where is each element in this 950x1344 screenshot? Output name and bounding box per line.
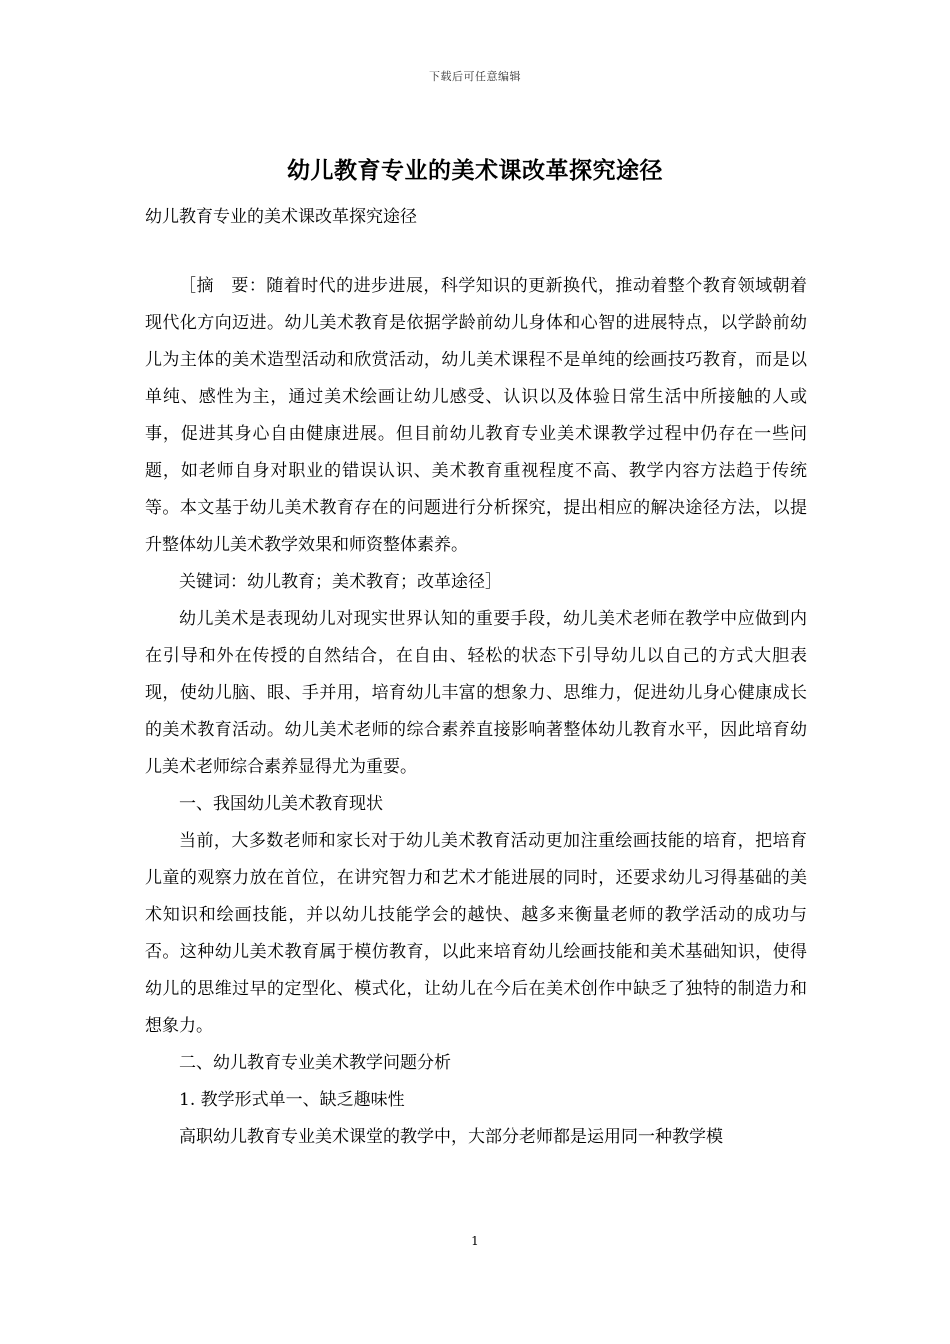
subsection-1-paragraph: 高职幼儿教育专业美术课堂的教学中，大部分老师都是运用同一种教学模 <box>179 1127 723 1147</box>
section-heading-1: 一、我国幼儿美术教育现状 <box>179 794 383 814</box>
document-body <box>145 268 807 1156</box>
keywords-paragraph: 关键词：幼儿教育；美术教育；改革途径］ <box>179 572 502 592</box>
document-title: 幼儿教育专业的美术课改革探究途径 <box>287 157 663 184</box>
abstract-paragraph: ［摘 要：随着时代的进步进展，科学知识的更新换代，推动着整个教育领域朝着现代化方向迈进。幼儿美术教育是依据学龄前幼儿身体和心智的进展特点，以学龄前幼儿为主体的美术造型活动和欣赏活动，幼儿美术课程不是单纯的绘画技巧教育，而是以单纯、感性为主，通过美术绘画让幼儿感受、认识以及体验日常生活中所接触的人或事，促进其身心自由健康进展。但目前幼儿教育专业美术课教学过程中仍存在一些问题，如老师自身对职业的错误认识、美术教育重视程度不高、教学内容方法趋于传统等。本文基于幼儿美术教育存在的问题进行分析探究，提出相应的解决途径方法，以提升整体幼儿美术教学效果和师资整体素养。 <box>145 276 807 555</box>
intro-paragraph: 幼儿美术是表现幼儿对现实世界认知的重要手段，幼儿美术老师在教学中应做到内在引导和外在传授的自然结合，在自由、轻松的状态下引导幼儿以自己的方式大胆表现，使幼儿脑、眼、手并用，培育幼儿丰富的想象力、思维力，促进幼儿身心健康成长的美术教育活动。幼儿美术老师的综合素养直接影响著整体幼儿教育水平，因此培育幼儿美术老师综合素养显得尤为重要。 <box>145 609 807 777</box>
document-subtitle: 幼儿教育专业的美术课改革探究途径 <box>145 207 417 227</box>
page-number: 1 <box>471 1234 479 1248</box>
header-note: 下载后可任意编辑 <box>429 70 521 83</box>
subsection-heading-1: 1. 教学形式单一、缺乏趣味性 <box>179 1090 405 1110</box>
section-1-paragraph: 当前，大多数老师和家长对于幼儿美术教育活动更加注重绘画技能的培育，把培育儿童的观察力放在首位，在讲究智力和艺术才能进展的同时，还要求幼儿习得基础的美术知识和绘画技能，并以幼儿技能学会的越快、越多来衡量老师的教学活动的成功与否。这种幼儿美术教育属于模仿教育，以此来培育幼儿绘画技能和美术基础知识，使得幼儿的思维过早的定型化、模式化，让幼儿在今后在美术创作中缺乏了独特的制造力和想象力。 <box>145 831 807 1036</box>
section-heading-2: 二、幼儿教育专业美术教学问题分析 <box>179 1053 451 1073</box>
